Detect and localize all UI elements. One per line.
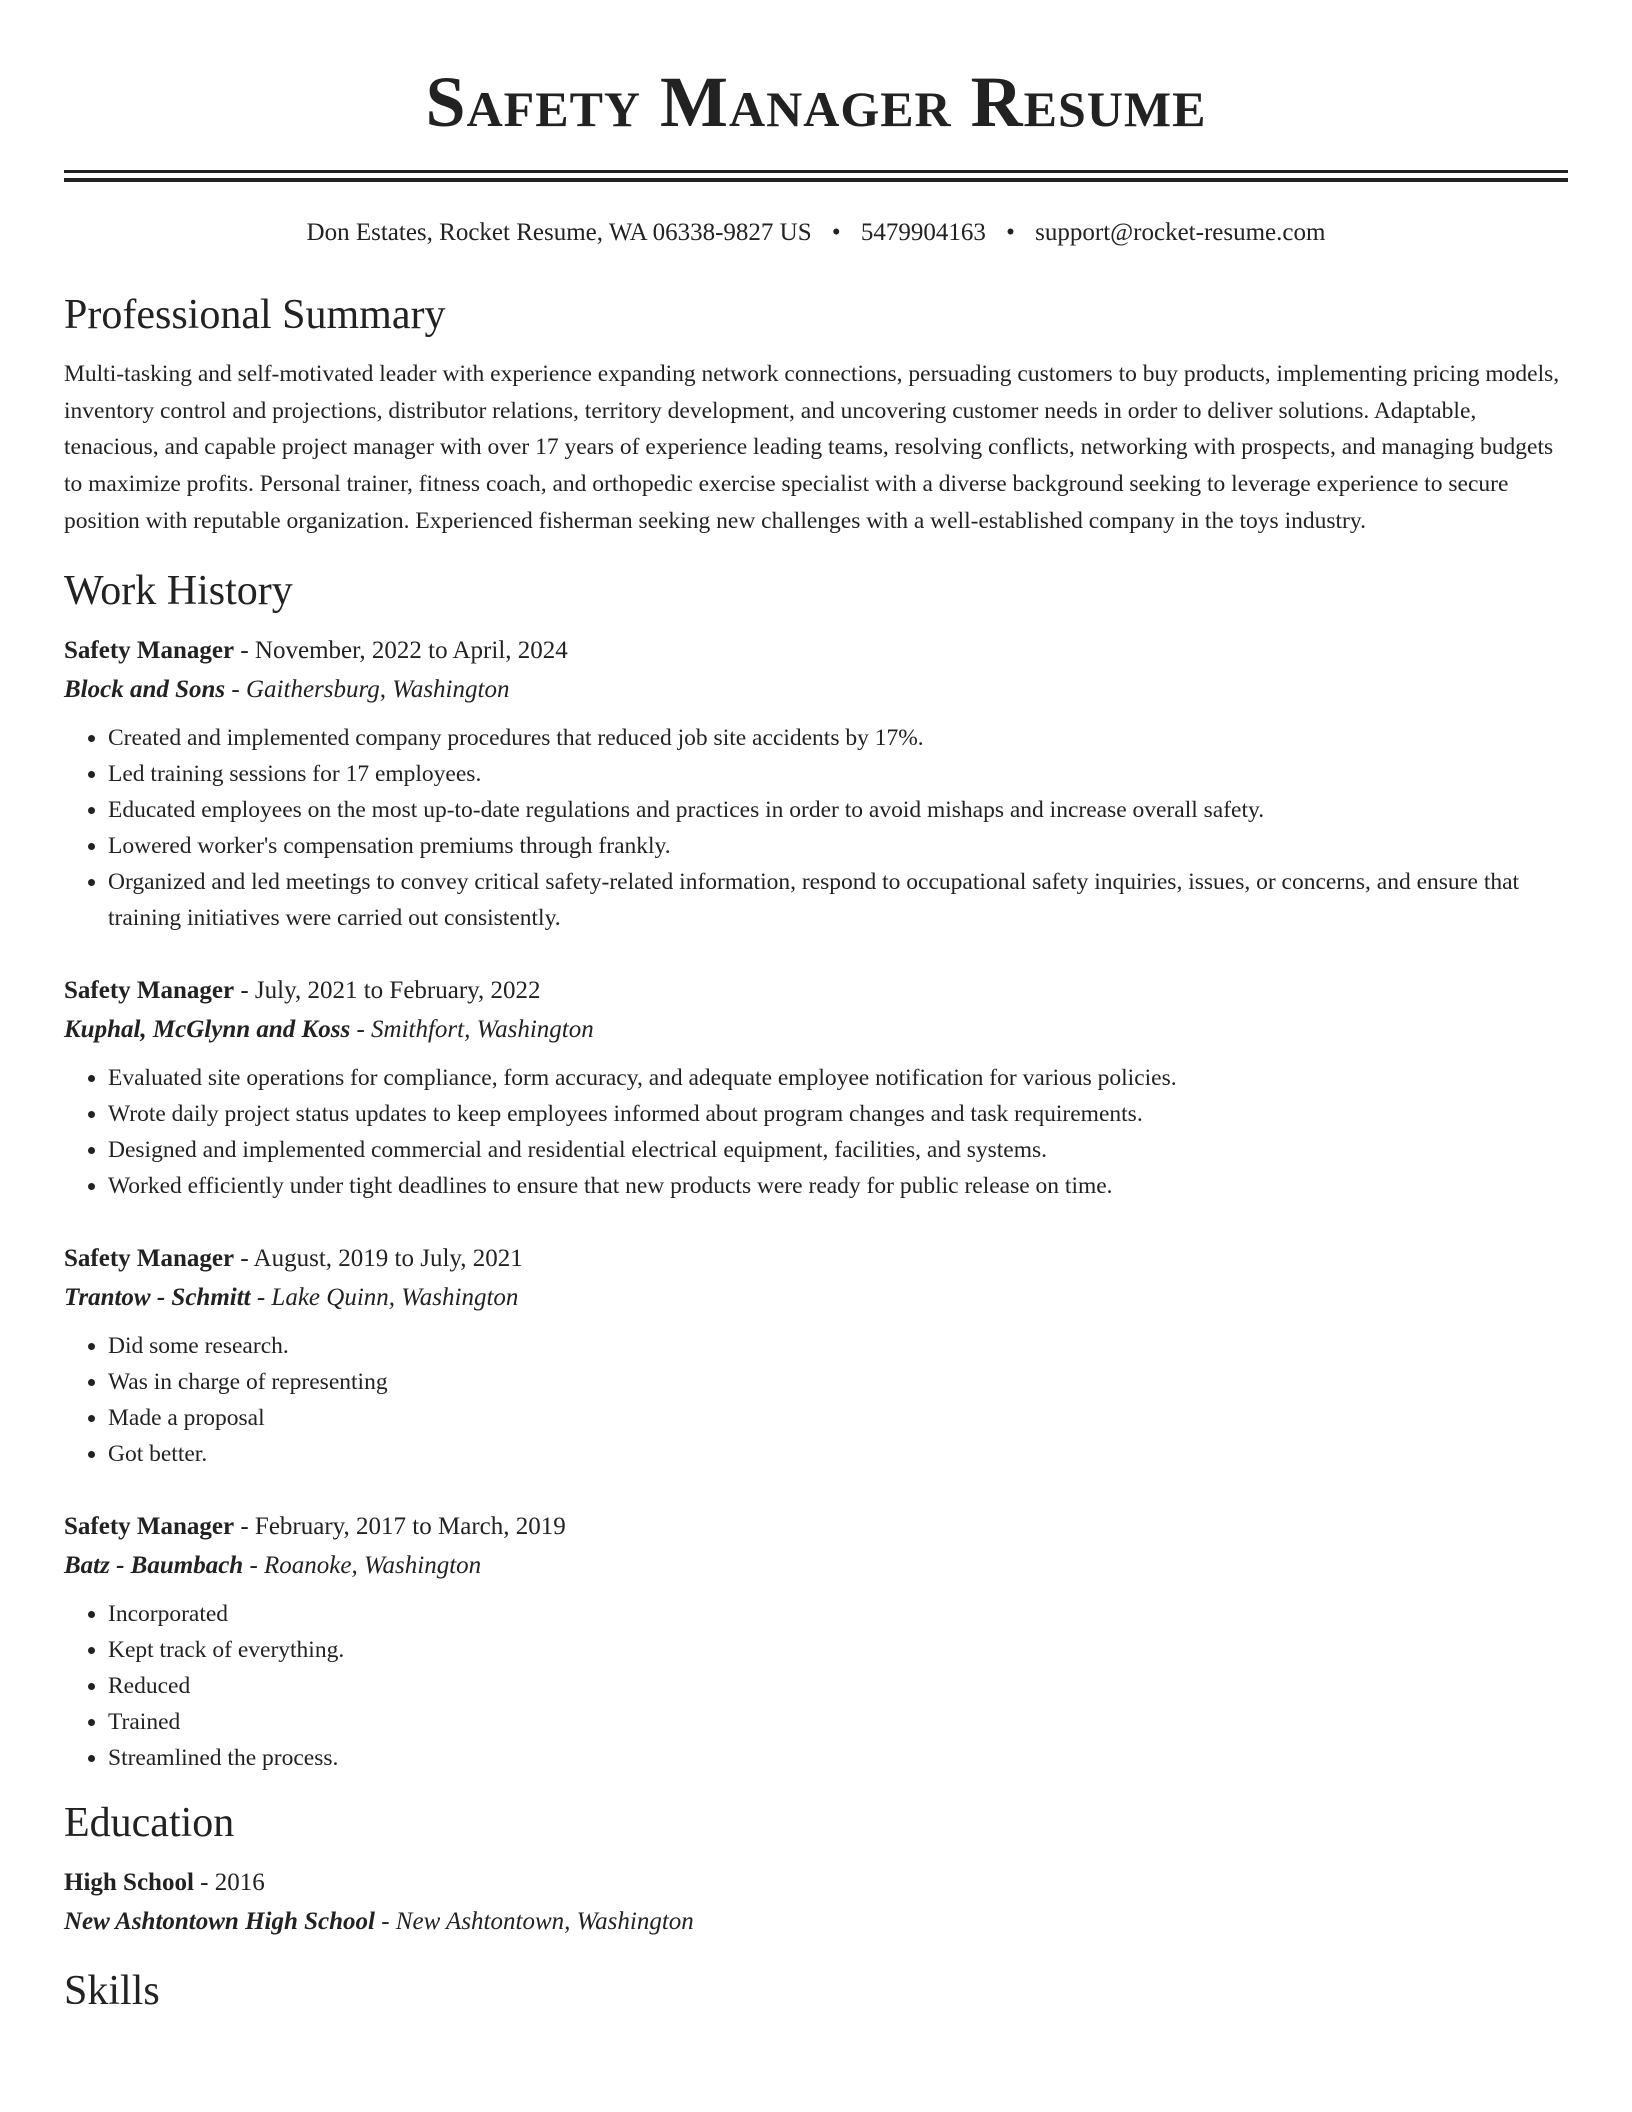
job-company-line: [64, 1278, 1568, 1318]
education-location: - New Ashtontown, Washington: [374, 1907, 694, 1935]
education-school-line: [64, 1902, 1568, 1942]
education-degree: High School: [64, 1868, 194, 1896]
list-item: • Organized and led meetings to convey critical safety-related information, respond to occupational safety inquiries, issues, or concerns, and ensure that training initiatives were carried out consistently.: [108, 864, 1568, 936]
job-company-line: [64, 670, 1568, 710]
job-title-line: [64, 972, 1568, 1010]
bullet-separator: •: [1006, 219, 1015, 246]
job-title-line: [64, 1508, 1568, 1546]
job-dates: - February, 2017 to March, 2019: [234, 1512, 566, 1540]
job-location: - Smithfort, Washington: [350, 1015, 594, 1043]
job-role: Safety Manager: [64, 636, 235, 664]
job-dates: - August, 2019 to July, 2021: [234, 1244, 523, 1272]
contact-address: Don Estates, Rocket Resume, WA 06338-9827 US: [306, 219, 812, 246]
job-company: Kuphal, McGlynn and Koss: [64, 1015, 351, 1043]
job-role: Safety Manager: [64, 1512, 235, 1540]
job-location: - Lake Quinn, Washington: [250, 1283, 519, 1311]
job-bullets: [64, 720, 1568, 936]
summary-heading: Professional Summary: [64, 292, 446, 338]
list-item: • Incorporated: [108, 1596, 1568, 1632]
list-item: • Got better.: [108, 1436, 1568, 1472]
education-year: - 2016: [193, 1868, 265, 1896]
contact-phone: 5479904163: [860, 219, 986, 246]
job-company: Batz - Baumbach: [64, 1551, 244, 1579]
list-item: • Was in charge of representing: [108, 1364, 1568, 1400]
list-item: • Reduced: [108, 1668, 1568, 1704]
job-title-line: [64, 1240, 1568, 1278]
list-item: • Did some research.: [108, 1328, 1568, 1364]
list-item: • Created and implemented company procedures that reduced job site accidents by 17%.: [108, 720, 1568, 756]
list-item: • Trained: [108, 1704, 1568, 1740]
list-item: • Led training sessions for 17 employees.: [108, 756, 1568, 792]
job-company-line: [64, 1010, 1568, 1050]
job-location: - Gaithersburg, Washington: [225, 675, 510, 703]
job-bullets: [64, 1060, 1568, 1204]
title-double-rule: [64, 170, 1568, 182]
resume-title: Safety Manager Resume: [425, 62, 1207, 142]
education-degree-line: [64, 1864, 1568, 1902]
summary-text: Multi-tasking and self-motivated leader with experience expanding network connections, persuading customers to buy products, implementing pricing models, inventory control and projections, distributor relations, territory development, and uncovering customer needs in order to deliver solutions. Adaptable, tenacious, and capable project manager with over 17 years of experience leading teams, resolving conflicts, networking with prospects, and managing budgets to maximize profits. Personal trainer, fitness coach, and orthopedic exercise specialist with a diverse background seeking to leverage experience to secure position with reputable organization. Experienced fisherman seeking new challenges with a well-established company in the toys industry.: [64, 361, 1560, 534]
education-school: New Ashtontown High School: [64, 1907, 375, 1935]
contact-email: support@rocket-resume.com: [1035, 219, 1326, 246]
list-item: • Streamlined the process.: [108, 1740, 1568, 1776]
list-item: • Educated employees on the most up-to-date regulations and practices in order to avoid mishaps and increase overall safety.: [108, 792, 1568, 828]
job-dates: - July, 2021 to February, 2022: [234, 976, 541, 1004]
contact-line: [64, 216, 1568, 250]
job-company-line: [64, 1546, 1568, 1586]
bullet-separator: •: [831, 219, 841, 246]
skills-heading: Skills: [64, 1967, 160, 2014]
job-role: Safety Manager: [64, 1244, 235, 1272]
list-item: • Lowered worker's compensation premiums through frankly.: [108, 828, 1568, 864]
list-item: • Designed and implemented commercial and residential electrical equipment, facilities, and systems.: [108, 1132, 1568, 1168]
list-item: • Kept track of everything.: [108, 1632, 1568, 1668]
job-company: Trantow - Schmitt: [64, 1283, 251, 1311]
work-history-heading: Work History: [64, 567, 293, 614]
job-bullets: [64, 1328, 1568, 1472]
list-item: • Wrote daily project status updates to keep employees informed about program changes and task requirements.: [108, 1096, 1568, 1132]
list-item: • Evaluated site operations for compliance, form accuracy, and adequate employee notification for various policies.: [108, 1060, 1568, 1096]
job-entry: [64, 1508, 1568, 1776]
job-location: - Roanoke, Washington: [243, 1551, 482, 1579]
job-dates: - November, 2022 to April, 2024: [234, 636, 568, 664]
education-entry: [64, 1864, 1568, 1942]
job-title-line: [64, 632, 1568, 670]
job-bullets: [64, 1596, 1568, 1776]
job-entry: [64, 972, 1568, 1204]
job-entry: [64, 1240, 1568, 1472]
job-entry: [64, 632, 1568, 936]
job-company: Block and Sons: [64, 675, 226, 703]
job-role: Safety Manager: [64, 976, 235, 1004]
education-heading: Education: [64, 1799, 235, 1846]
list-item: • Made a proposal: [108, 1400, 1568, 1436]
list-item: • Worked efficiently under tight deadlines to ensure that new products were ready for public release on time.: [108, 1168, 1568, 1204]
